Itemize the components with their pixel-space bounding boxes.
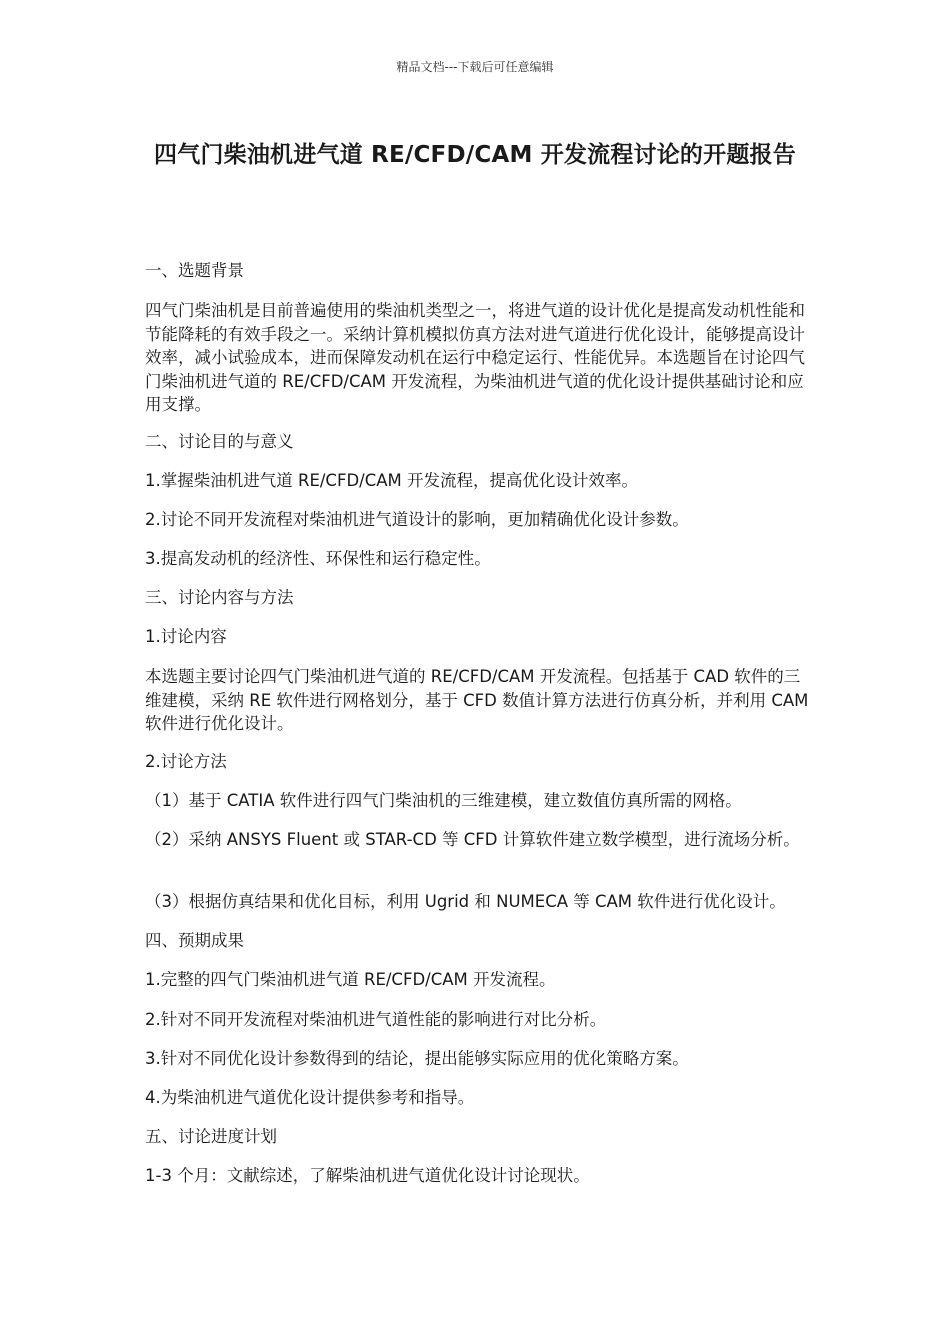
- document-title: 四气门柴油机进气道 RE/CFD/CAM 开发流程讨论的开题报告: [154, 142, 796, 168]
- purpose-item-1: 1.掌握柴油机进气道 RE/CFD/CAM 开发流程，提高优化设计效率。: [145, 471, 639, 490]
- section-heading-background: 一、选题背景: [145, 261, 244, 280]
- section-heading-outcomes: 四、预期成果: [145, 931, 244, 950]
- schedule-item-1: 1-3 个月：文献综述，了解柴油机进气道优化设计讨论现状。: [145, 1166, 590, 1185]
- section-heading-content-method: 三、讨论内容与方法: [145, 588, 294, 607]
- outcome-item-4: 4.为柴油机进气道优化设计提供参考和指导。: [145, 1088, 475, 1107]
- outcome-item-2: 2.针对不同开发流程对柴油机进气道性能的影响进行对比分析。: [145, 1010, 607, 1029]
- section-heading-schedule: 五、讨论进度计划: [145, 1127, 277, 1146]
- method-item-3: （3）根据仿真结果和优化目标，利用 Ugrid 和 NUMECA 等 CAM 软件进行优化设计。: [145, 892, 786, 911]
- purpose-item-2: 2.讨论不同开发流程对柴油机进气道设计的影响，更加精确优化设计参数。: [145, 510, 689, 529]
- section-heading-purpose: 二、讨论目的与意义: [145, 432, 294, 451]
- subheading-content: 1.讨论内容: [145, 627, 227, 646]
- outcome-item-1: 1.完整的四气门柴油机进气道 RE/CFD/CAM 开发流程。: [145, 970, 556, 989]
- purpose-item-3: 3.提高发动机的经济性、环保性和运行稳定性。: [145, 549, 491, 568]
- background-paragraph: 四气门柴油机是目前普遍使用的柴油机类型之一，将进气道的设计优化是提高发动机性能和节能降耗的有效手段之一。采纳计算机模拟仿真方法对进气道进行优化设计，能够提高设计效率，减小试验成本，进而保障发动机在运行中稳定运行、性能优异。本选题旨在讨论四气门柴油机进气道的 RE/CFD/CAM 开发流程，为柴油机进气道的优化设计提供基础讨论和应用支撑。: [145, 301, 805, 414]
- page-header: 精品文档---下载后可任意编辑: [396, 60, 554, 74]
- outcome-item-3: 3.针对不同优化设计参数得到的结论，提出能够实际应用的优化策略方案。: [145, 1049, 689, 1068]
- method-item-1: （1）基于 CATIA 软件进行四气门柴油机的三维建模，建立数值仿真所需的网格。: [145, 791, 742, 810]
- content-paragraph: 本选题主要讨论四气门柴油机进气道的 RE/CFD/CAM 开发流程。包括基于 CAD 软件的三维建模，采纳 RE 软件进行网格划分，基于 CFD 数值计算方法进行仿真分析，并利用 CAM 软件进行优化设计。: [145, 667, 809, 733]
- subheading-method: 2.讨论方法: [145, 752, 227, 771]
- method-item-2: （2）采纳 ANSYS Fluent 或 STAR-CD 等 CFD 计算软件建立数学模型，进行流场分析。: [145, 830, 800, 849]
